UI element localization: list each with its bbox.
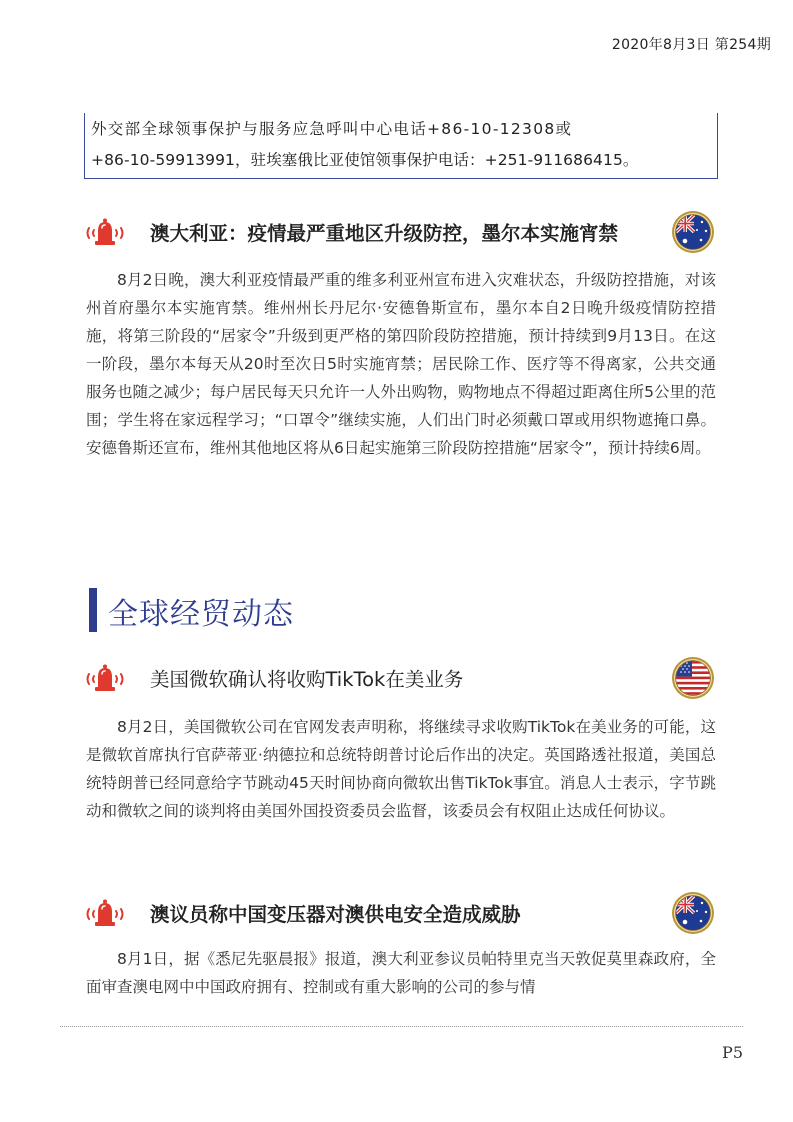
australia-flag-icon [671,891,715,935]
consular-contact-box [84,113,718,179]
usa-flag-icon [671,656,715,700]
issue-date: 2020年8月3日 第254期 [611,37,771,53]
alarm-icon [85,899,125,929]
section-title: 全球经贸动态 [108,597,294,632]
article-headline-chinese-transformers [85,893,715,933]
australia-flag-icon [671,210,715,254]
article-title: 澳大利亚：疫情最严重地区升级防控，墨尔本实施宵禁 [150,222,619,245]
alarm-icon [85,218,125,248]
article-body: 8月1日，据《悉尼先驱晨报》报道，澳大利亚参议员帕特里克当天敦促莫里森政府，全面审查澳电网中中国政府拥有、控制或有重大影响的公司的参与情 [86,950,716,996]
contact-line-2: +86-10-59913991，驻埃塞俄比亚使馆领事保护电话：+251-911686415。 [91,151,639,169]
section-header-global-trade [89,585,489,631]
article-title: 美国微软确认将收购TikTok在美业务 [150,668,464,691]
article-body: 8月2日，美国微软公司在官网发表声明称，将继续寻求收购TikTok在美业务的可能，这是微软首席执行官萨蒂亚·纳德拉和总统特朗普讨论后作出的决定。英国路透社报道，美国总统特朗普已经同意给字节跳动45天时间协商向微软出售TikTok事宜。消息人士表示，字节跳动和微软之间的谈判将由美国外国投资委员会监督，该委员会有权阻止达成任何协议。 [86,718,716,820]
page-number: P5 [722,1043,743,1062]
article-headline-microsoft-tiktok [85,658,715,698]
section-accent-bar [89,588,97,632]
footer-divider [60,1026,743,1027]
alarm-icon [85,664,125,694]
article-headline-australia-curfew [85,212,715,252]
contact-line-1: 外交部全球领事保护与服务应急呼叫中心电话+86-10-12308或 [91,120,573,138]
article-body: 8月2日晚，澳大利亚疫情最严重的维多利亚州宣布进入灾难状态，升级防控措施，对该州首府墨尔本实施宵禁。维州州长丹尼尔·安德鲁斯宣布，墨尔本自2日晚升级疫情防控措施，将第三阶段的“居家令”升级到更严格的第四阶段防控措施，预计持续到9月13日。在这一阶段，墨尔本每天从20时至次日5时实施宵禁；居民除工作、医疗等不得离家，公共交通服务也随之减少；每户居民每天只允许一人外出购物，购物地点不得超过距离住所5公里的范围；学生将在家远程学习；“口罩令”继续实施，人们出门时必须戴口罩或用织物遮掩口鼻。安德鲁斯还宣布，维州其他地区将从6日起实施第三阶段防控措施“居家令”，预计持续6周。 [86,271,716,457]
article-title: 澳议员称中国变压器对澳供电安全造成威胁 [150,903,521,926]
